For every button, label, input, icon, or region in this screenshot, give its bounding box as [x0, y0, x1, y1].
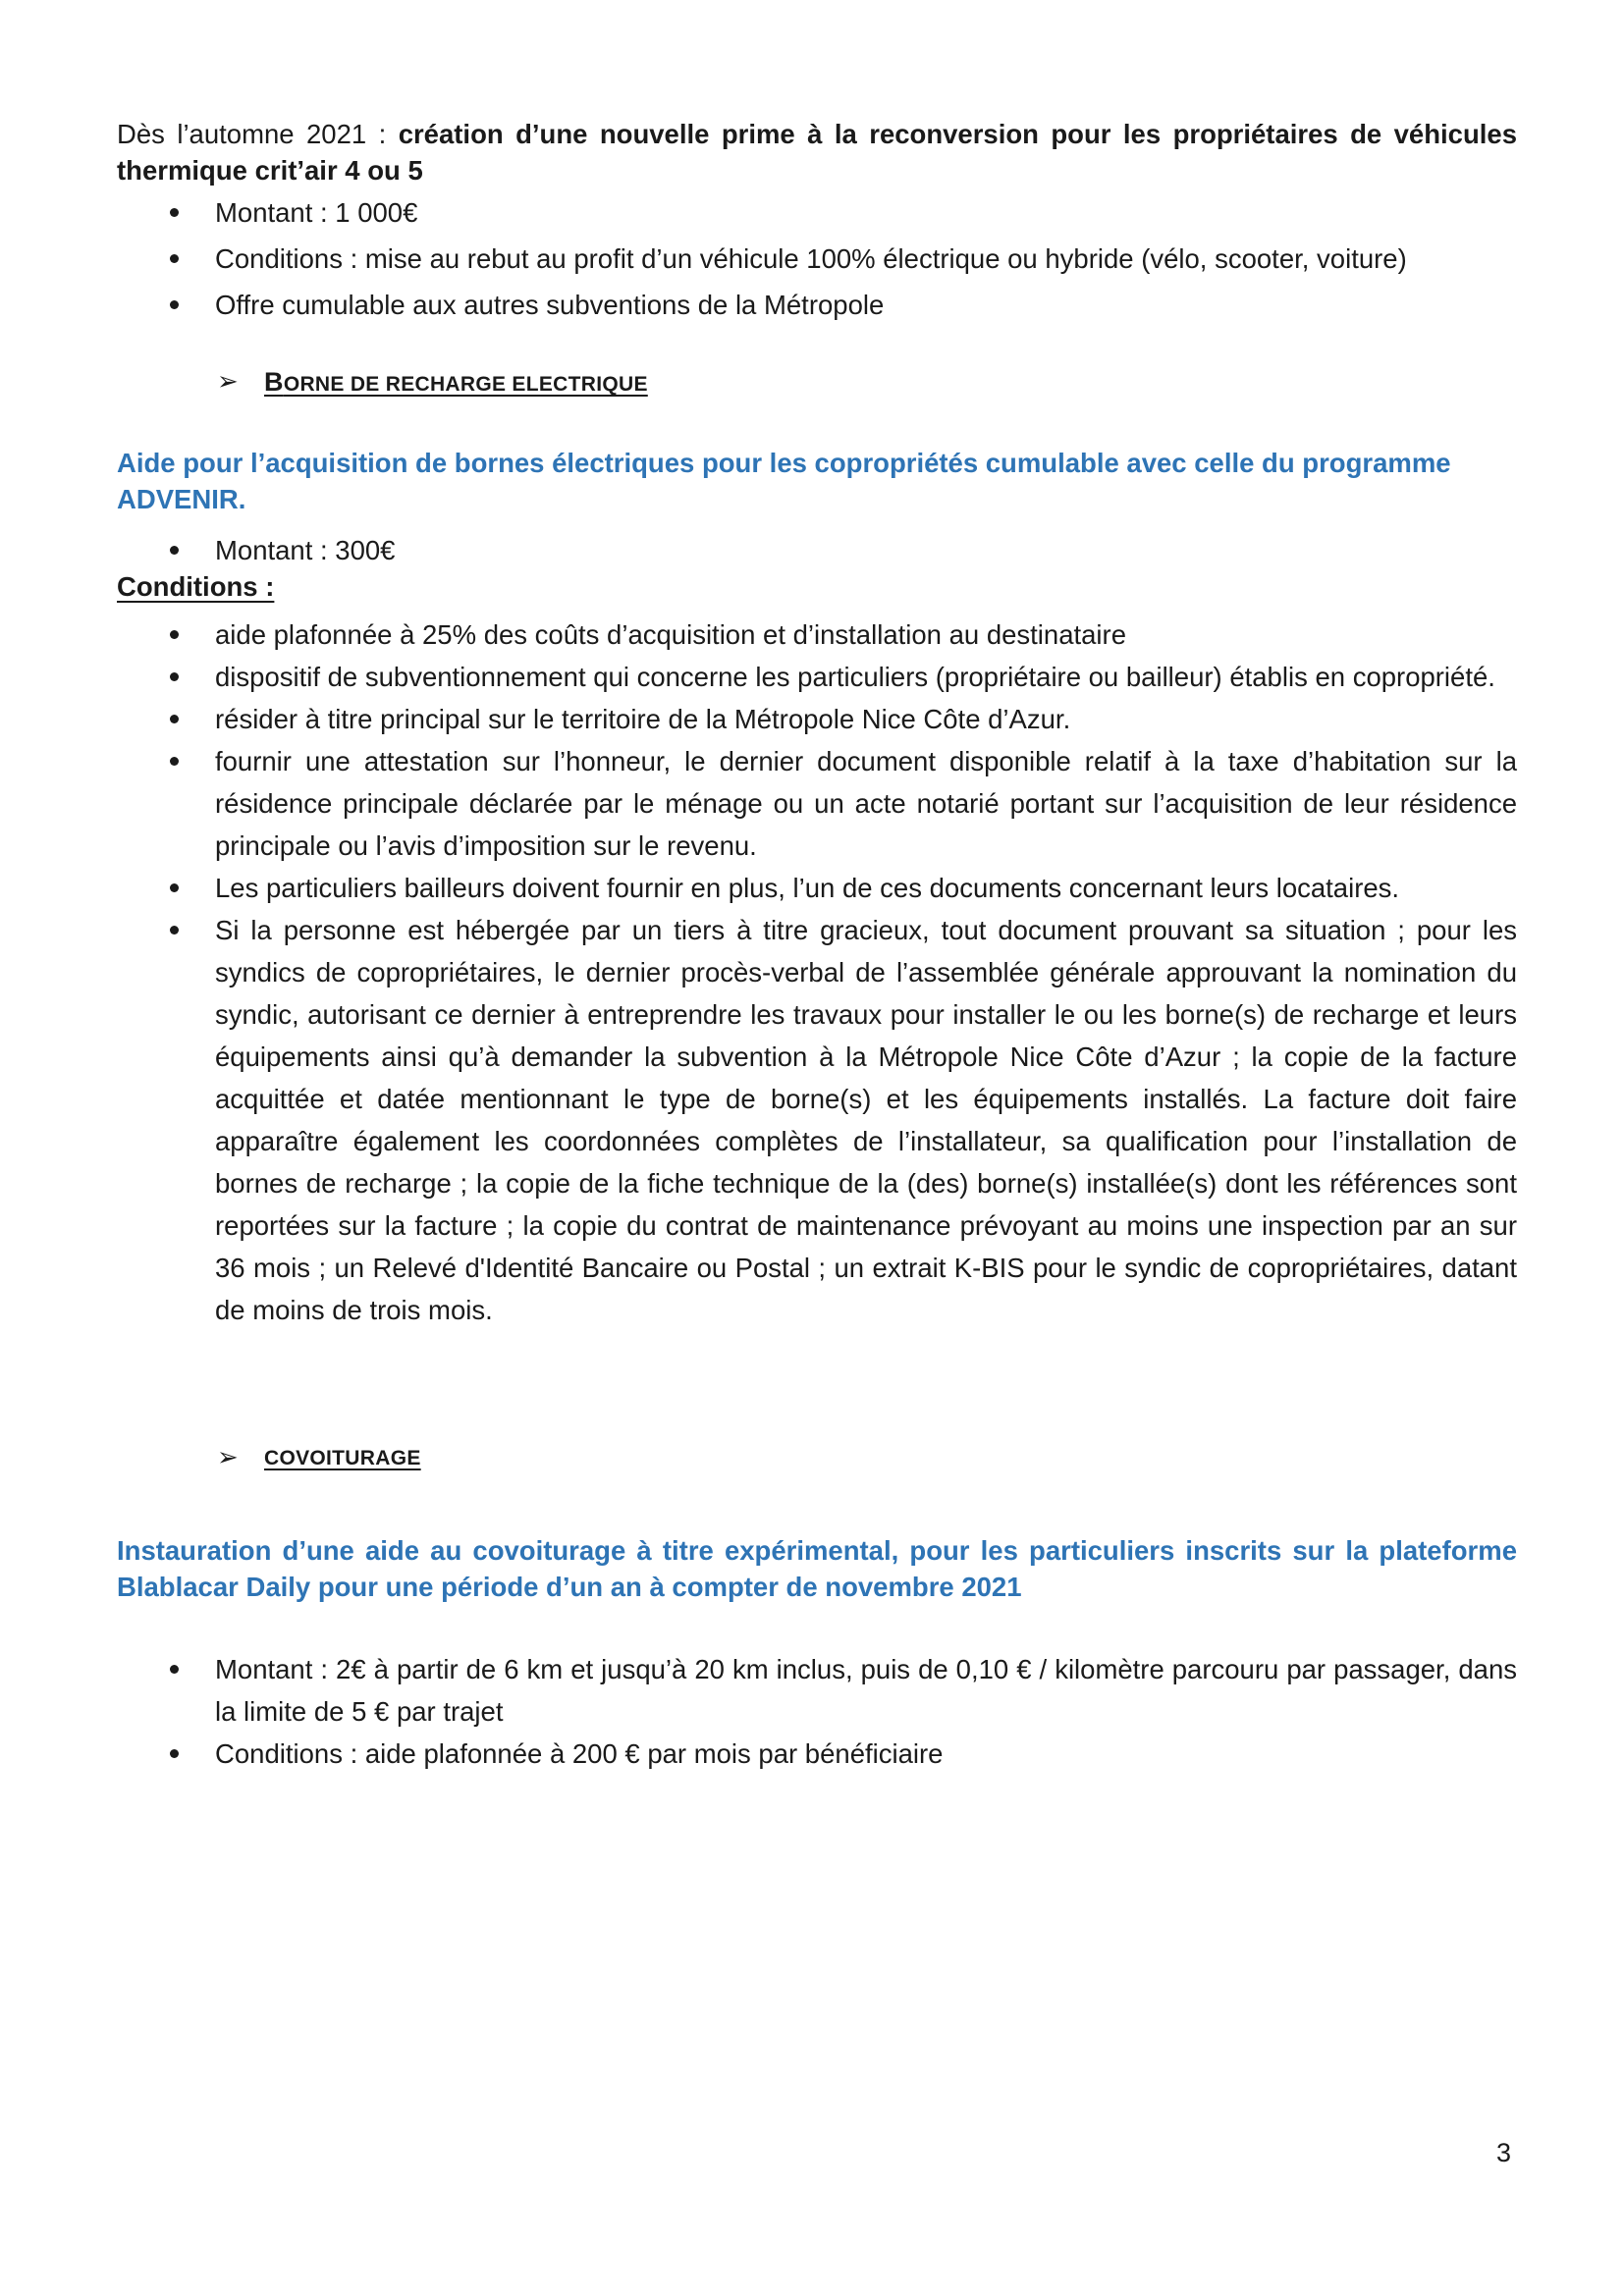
arrow-bullet-icon: ➢: [217, 1443, 240, 1472]
page-content: [117, 116, 1517, 1775]
covoiturage-list: [117, 1648, 1517, 1775]
list-item: résider à titre principal sur le territoire de la Métropole Nice Côte d’Azur.: [117, 698, 1517, 740]
list-item: Les particuliers bailleurs doivent fournir en plus, l’un de ces documents concernant leurs locataires.: [117, 867, 1517, 909]
list-item: Conditions : aide plafonnée à 200 € par mois par bénéficiaire: [117, 1733, 1517, 1775]
intro-paragraph: [117, 116, 1517, 188]
arrow-bullet-icon: ➢: [217, 367, 240, 397]
page-number: 3: [1496, 2138, 1512, 2167]
bullet-icon: [170, 208, 179, 217]
bullet-icon: [170, 300, 179, 309]
bullet-icon: [170, 1665, 179, 1674]
list-item: Montant : 2€ à partir de 6 km et jusqu’à 20 km inclus, puis de 0,10 € / kilomètre parcouru par passager, dans la limite de 5 € par trajet: [117, 1648, 1517, 1733]
list-item: Conditions : mise au rebut au profit d’un véhicule 100% électrique ou hybride (vélo, scooter, voiture): [117, 238, 1517, 280]
conditions-title: Conditions :: [117, 571, 275, 602]
bullet-icon: [170, 883, 179, 892]
covoiturage-heading: Instauration d’une aide au covoiturage à titre expérimental, pour les particuliers inscrits sur la plateforme Blablacar Daily pour une période d’un an à compter de novembre 2021: [117, 1535, 1517, 1602]
intro-prefix: Dès l’automne 2021 :: [117, 119, 399, 149]
borne-heading: Aide pour l’acquisition de bornes électriques pour les copropriétés cumulable avec celle du programme ADVENIR.: [117, 448, 1451, 514]
borne-amount-list: [117, 529, 1517, 571]
borne-conditions-list: [117, 614, 1517, 1331]
prime-list: [117, 191, 1517, 326]
section-heading-borne: ➢ BORNE DE RECHARGE ELECTRIQUE: [117, 361, 1517, 405]
bullet-icon: [170, 926, 179, 934]
bullet-icon: [170, 254, 179, 263]
bullet-icon: [170, 630, 179, 639]
bullet-icon: [170, 546, 179, 555]
bullet-icon: [170, 1749, 179, 1758]
bullet-icon: [170, 715, 179, 723]
intro-bold-text: création d’une nouvelle prime à la reconversion pour les propriétaires de véhicules thermique crit’air 4 ou 5: [117, 119, 1517, 186]
list-item: fournir une attestation sur l’honneur, le dernier document disponible relatif à la taxe d’habitation sur la résidence principale déclarée par le ménage ou un acte notarié portant sur l’acquisition de leur résidence principale ou l’avis d’imposition sur le revenu.: [117, 740, 1517, 867]
bullet-icon: [170, 757, 179, 766]
list-item: Si la personne est hébergée par un tiers à titre gracieux, tout document prouvant sa situation ; pour les syndics de copropriétaires, le dernier procès-verbal de l’assemblée générale approuvant la nomination du syndic, autorisant ce dernier à entreprendre les travaux pour installer le ou les borne(s) de recharge et leurs équipements ainsi qu’à demander la subvention à la Métropole Nice Côte d’Azur ; la copie de la facture acquittée et datée mentionnant le type de borne(s) et les équipements installés. La facture doit faire apparaître également les coordonnées complètes de l’installateur, sa qualification pour l’installation de bornes de recharge ; la copie de la fiche technique de la (des) borne(s) installée(s) dont les références sont reportées sur la facture ; la copie du contrat de maintenance prévoyant au moins une inspection par an sur 36 mois ; un Relevé d'Identité Bancaire ou Postal ; un extrait K-BIS pour le syndic de copropriétaires, datant de moins de trois mois.: [117, 909, 1517, 1331]
bullet-icon: [170, 672, 179, 681]
list-item: Montant : 300€: [117, 529, 1517, 571]
list-item: Offre cumulable aux autres subventions de la Métropole: [117, 284, 1517, 326]
list-item: Montant : 1 000€: [117, 191, 1517, 234]
list-item: dispositif de subventionnement qui concerne les particuliers (propriétaire ou bailleur) établis en copropriété.: [117, 656, 1517, 698]
list-item: aide plafonnée à 25% des coûts d’acquisition et d’installation au destinataire: [117, 614, 1517, 656]
section-heading-covoiturage: ➢ COVOITURAGE: [117, 1437, 1517, 1479]
